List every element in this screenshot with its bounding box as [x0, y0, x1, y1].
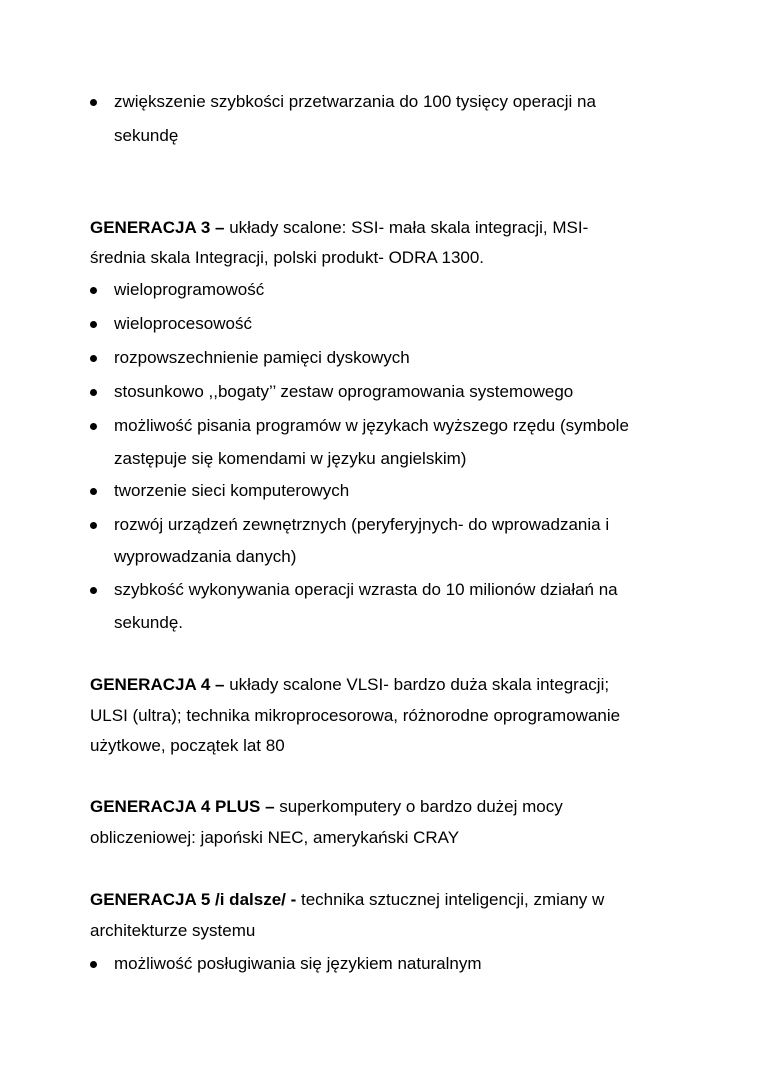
gen4-text: układy scalone VLSI- bardzo duża skala integracji; [224, 675, 610, 694]
gen4-paragraph-line3: użytkowe, początek lat 80 [90, 736, 285, 755]
gen5-text: technika sztucznej inteligencji, zmiany w [296, 890, 605, 909]
gen4-paragraph-line1 [90, 675, 609, 695]
bullet-icon [90, 587, 97, 594]
list-item-continuation: zastępuje się komendami w języku angielskim) [114, 449, 467, 468]
list-item: wieloprogramowość [114, 280, 265, 299]
list-item: rozpowszechnienie pamięci dyskowych [114, 348, 410, 367]
bullet-icon [90, 287, 97, 294]
bullet-icon [90, 321, 97, 328]
list-item: tworzenie sieci komputerowych [114, 481, 350, 500]
list-item: możliwość posługiwania się językiem naturalnym [114, 954, 482, 973]
list-item-continuation: sekundę. [114, 613, 183, 632]
list-item: rozwój urządzeń zewnętrznych (peryferyjnych- do wprowadzania i [114, 515, 610, 534]
gen4-paragraph-line2: ULSI (ultra); technika mikroprocesorowa, różnorodne oprogramowanie [90, 706, 621, 725]
gen4plus-paragraph-line1 [90, 797, 563, 817]
gen4plus-text: superkomputery o bardzo dużej mocy [274, 797, 563, 816]
bullet-icon [90, 423, 97, 430]
gen5-paragraph-line1 [90, 890, 604, 910]
gen4plus-heading: GENERACJA 4 PLUS – [90, 797, 275, 816]
list-item-continuation: wyprowadzania danych) [114, 547, 297, 566]
gen3-heading: GENERACJA 3 – [90, 218, 225, 237]
bullet-icon [90, 522, 97, 529]
gen3-paragraph-line2: średnia skala Integracji, polski produkt- ODRA 1300. [90, 248, 485, 267]
gen4-heading: GENERACJA 4 – [90, 675, 225, 694]
bullet-icon [90, 99, 97, 106]
gen5-paragraph-line2: architekturze systemu [90, 921, 256, 940]
gen3-paragraph-line1 [90, 218, 588, 238]
list-item: wieloprocesowość [114, 314, 252, 333]
gen4plus-paragraph-line2: obliczeniowej: japoński NEC, amerykański CRAY [90, 828, 460, 847]
bullet-icon [90, 355, 97, 362]
gen3-text: układy scalone: SSI- mała skala integracji, MSI- [224, 218, 589, 237]
list-item: zwiększenie szybkości przetwarzania do 100 tysięcy operacji na [114, 92, 596, 111]
list-item: szybkość wykonywania operacji wzrasta do 10 milionów działań na [114, 580, 618, 599]
list-item: możliwość pisania programów w językach wyższego rzędu (symbole [114, 416, 629, 435]
bullet-icon [90, 389, 97, 396]
bullet-icon [90, 961, 97, 968]
bullet-icon [90, 488, 97, 495]
list-item-continuation: sekundę [114, 126, 179, 145]
gen5-heading: GENERACJA 5 /i dalsze/ - [90, 890, 297, 909]
list-item: stosunkowo ,,bogaty’’ zestaw oprogramowania systemowego [114, 382, 574, 401]
